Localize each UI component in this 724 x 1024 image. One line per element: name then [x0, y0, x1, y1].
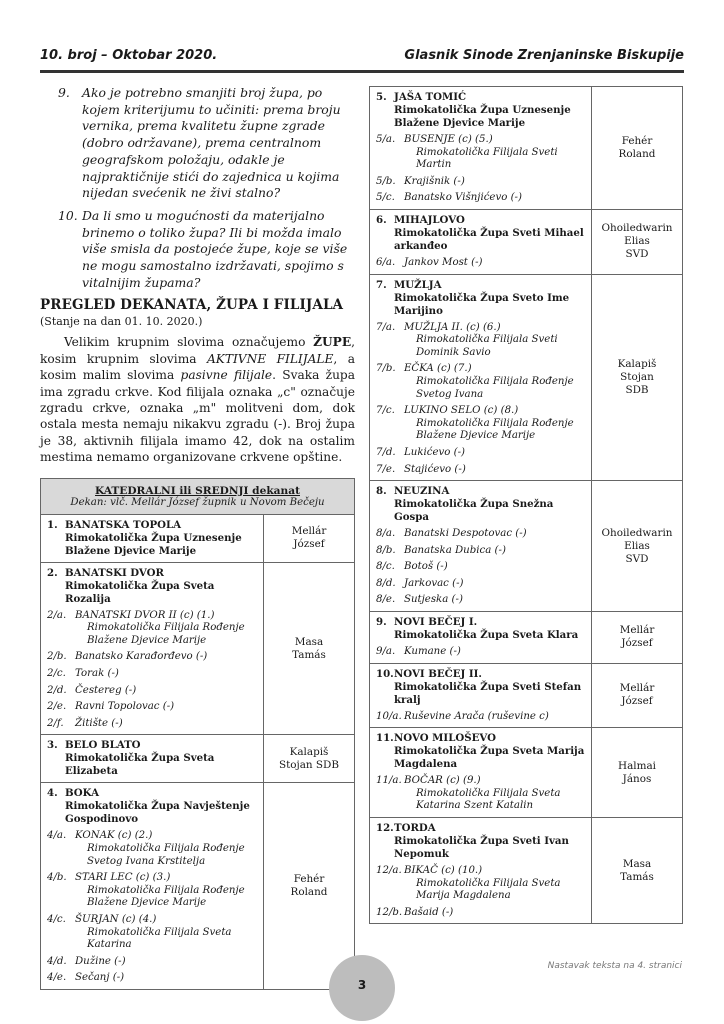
- filial-body: [404, 907, 585, 920]
- filial-body: [75, 830, 257, 868]
- filial-name: Banatsko Karađorđevo (-): [75, 651, 208, 663]
- filial-body: [75, 914, 257, 952]
- parish-row: [41, 562, 355, 735]
- parish-town: JAŠA TOMIĆ: [394, 91, 467, 103]
- filial-body: [404, 192, 585, 205]
- filial-name: Čestereg (-): [75, 684, 137, 696]
- parish-town: BELO BLATO: [65, 739, 141, 752]
- filial-code: 4/c.: [47, 914, 66, 925]
- filial-name: Stajićevo (-): [404, 463, 466, 475]
- filial-body: [75, 956, 257, 969]
- parish-number: 1.: [47, 518, 58, 531]
- filial-name: Botoš (-): [404, 561, 448, 573]
- filial-item: [376, 192, 585, 205]
- filial-name: Jarkovac (-): [404, 577, 464, 589]
- filial-body: [404, 464, 585, 477]
- filial-code: 8/c.: [376, 561, 395, 573]
- filial-name: EČKA (c) (7.): [404, 363, 472, 375]
- question-number: 10.: [58, 207, 78, 223]
- parish-cell: [370, 274, 592, 481]
- parish-row: [370, 663, 683, 728]
- parish-row: [370, 728, 683, 818]
- parish-town: BANATSKI DVOR: [65, 566, 164, 579]
- filial-item: [376, 134, 585, 172]
- deanery-header: [41, 478, 355, 514]
- filial-item: [376, 405, 585, 443]
- parish-cell: [370, 818, 592, 924]
- filial-name: ŠURJAN (c) (4.): [75, 914, 157, 925]
- deanery-title: KATEDRALNI ili SREDNJI dekanat: [95, 484, 300, 497]
- priest-name: Mellár József: [619, 682, 655, 708]
- issue-label: 10. broj – Oktobar 2020.: [40, 48, 218, 63]
- parish-name: [47, 739, 257, 752]
- filial-item: [376, 464, 585, 477]
- page-number-badge: [329, 955, 395, 1021]
- parish-number: 6.: [376, 213, 387, 226]
- filial-full-name: Rimokatolička Filijala Sveti Dominik Savio: [416, 334, 558, 358]
- parish-row: [370, 481, 683, 612]
- parish-row: [41, 783, 355, 990]
- parish-name: [47, 567, 257, 580]
- priest-cell: [592, 481, 683, 612]
- filial-code: 5/b.: [376, 175, 396, 187]
- parish-cell: [370, 87, 592, 210]
- parish-cell: [41, 514, 264, 562]
- parish-full-name: Rimokatolička Župa Sveti Stefan kralj: [394, 680, 582, 706]
- filial-body: [75, 685, 257, 698]
- filial-item: [376, 545, 585, 558]
- filial-item: [47, 718, 257, 731]
- filial-item: [47, 872, 257, 910]
- parish-number: 9.: [376, 616, 387, 629]
- parish-name: [47, 787, 257, 800]
- filial-item: [47, 701, 257, 714]
- parish-row: [41, 735, 355, 783]
- filial-body: [75, 701, 257, 714]
- deanery-table: [40, 478, 355, 990]
- filial-code: 12/a.: [376, 865, 402, 877]
- filial-code: 8/b.: [376, 544, 396, 556]
- parish-row: [370, 818, 683, 924]
- parish-cell: [41, 562, 264, 735]
- filial-body: [404, 775, 585, 813]
- parish-number: 12.: [376, 822, 394, 835]
- filial-item: [47, 972, 257, 985]
- parish-name: [376, 485, 585, 498]
- filial-item: [47, 668, 257, 681]
- filial-body: [404, 257, 585, 270]
- page-number: 3: [357, 978, 367, 992]
- filial-full-name: Rimokatolička Filijala Sveti Martin: [416, 146, 558, 171]
- filial-item: [376, 561, 585, 574]
- filial-name: STARI LEC (c) (3.): [75, 872, 171, 884]
- parish-town: NOVI BEČEJ I.: [394, 616, 478, 629]
- filial-item: [376, 711, 585, 724]
- parish-cell: [41, 735, 264, 783]
- filial-name: Žitište (-): [75, 717, 123, 729]
- parish-number: 4.: [47, 787, 58, 800]
- filial-body: [404, 561, 585, 574]
- question-number: 9.: [58, 85, 70, 100]
- filial-name: Dužine (-): [75, 955, 126, 967]
- filial-body: [404, 545, 585, 558]
- question-item: [40, 85, 355, 202]
- filial-body: [75, 718, 257, 731]
- filial-name: Sutjeska (-): [404, 594, 463, 606]
- filial-code: 9/a.: [376, 646, 396, 658]
- publication-title: Glasnik Sinode Zrenjaninske Biskupije: [404, 48, 684, 63]
- parish-full-name: Rimokatolička Župa Navještenje Gospodinovo: [65, 800, 250, 826]
- question-text: Da li smo u mogućnosti da materijalno brinemo o toliko župa? Ili bi možda imalo više smisla da postojeće župe, koje se više ne mogu samostalno izdržavati, spojimo s vitalnijim župama?: [82, 207, 348, 290]
- parish-town: MIHAJLOVO: [394, 213, 465, 226]
- priest-cell: [592, 728, 683, 818]
- filial-body: [404, 646, 585, 659]
- filial-item: [376, 775, 585, 813]
- parish-name: [376, 668, 585, 681]
- filial-item: [376, 646, 585, 659]
- filial-name: Banatska Dubica (-): [404, 544, 506, 556]
- filial-body: [404, 447, 585, 460]
- priest-cell: [592, 209, 683, 274]
- filial-code: 8/a.: [376, 528, 396, 540]
- filial-code: 2/b.: [47, 651, 67, 663]
- filial-name: Sečanj (-): [75, 972, 125, 984]
- filial-item: [376, 176, 585, 189]
- parish-row: [370, 274, 683, 481]
- filial-code: 6/a.: [376, 256, 396, 268]
- parish-town: BOKA: [65, 787, 100, 800]
- filial-name: Ravni Topolovac (-): [75, 701, 175, 713]
- filial-name: BIKAČ (c) (10.): [404, 865, 483, 877]
- filial-code: 2/c.: [47, 668, 66, 680]
- filial-code: 2/a.: [47, 609, 67, 621]
- parish-town: NOVO MILOŠEVO: [394, 732, 496, 745]
- left-column: [40, 85, 355, 990]
- priest-name: Masa Tamás: [620, 857, 654, 883]
- parish-full-name: Rimokatolička Župa Uznesenje Blažene Djevice Marije: [65, 531, 242, 557]
- filial-code: 7/d.: [376, 446, 396, 458]
- parish-row: [370, 209, 683, 274]
- question-list: [40, 85, 355, 291]
- priest-name: Masa Tamás: [292, 635, 326, 661]
- filial-code: 7/c.: [376, 405, 395, 417]
- filial-code: 11/a.: [376, 775, 402, 787]
- filial-code: 8/d.: [376, 577, 396, 589]
- right-column: [369, 86, 683, 924]
- filial-full-name: Rimokatolička Filijala Sveta Katarina: [87, 926, 232, 951]
- priest-name: Mellár József: [619, 624, 655, 650]
- filial-name: LUKINO SELO (c) (8.): [404, 405, 519, 417]
- filial-full-name: Rimokatolička Filijala Rođenje Blažene Djevice Marije: [416, 417, 574, 442]
- filial-body: [75, 668, 257, 681]
- filial-code: 4/d.: [47, 955, 67, 967]
- intro-paragraph: Velikim krupnim slovima označujemo ŽUPE, kosim krupnim slovima AKTIVNE FILIJALE, a kosim malim slovima pasivne filijale. Svaka župa ima zgradu crkve. Kod filijala oznaka „c" označuje zgradu crkve, oznaka „m" molitveni dom, dok ostala mesta nemaju nikakvu zgradu (-). Broj župa je 38, aktivnih filijala imamo 42, dok na ostalim mestima nemamo organizovane crkvene opštine.: [40, 335, 355, 465]
- filial-name: Torak (-): [75, 668, 119, 680]
- filial-code: 7/a.: [376, 321, 396, 333]
- filial-body: [404, 528, 585, 541]
- parish-name: [376, 279, 585, 292]
- section-subtitle: (Stanje na dan 01. 10. 2020.): [40, 315, 203, 329]
- filial-item: [376, 322, 585, 360]
- filial-name: Jankov Most (-): [404, 256, 483, 268]
- question-text: Ako je potrebno smanjiti broj župa, po kojem kriterijumu to učiniti: prema broju vernika, prema kvalitetu župne zgrade (dobro održavane), prema centralnom geografskom položaju, odakle je najpraktičnije stići do zajednica u kojima nijedan svećenik ne živi stalno?: [82, 85, 341, 201]
- filial-code: 5/c.: [376, 192, 395, 204]
- parish-full-name: Rimokatolička Župa Sveta Klara: [394, 629, 579, 642]
- parish-cell: [370, 209, 592, 274]
- parish-number: 3.: [47, 739, 58, 752]
- filial-item: [376, 528, 585, 541]
- deanery-dean: Dekan: vlč. Mellár József župnik u Novom Bečeju: [70, 496, 325, 508]
- priest-cell: [592, 612, 683, 664]
- parish-town: TORDA: [394, 822, 436, 835]
- priest-name: Mellár József: [291, 525, 327, 551]
- filial-body: [404, 134, 585, 172]
- priest-name: Ohoiledwarin Elias SVD: [601, 526, 673, 565]
- parish-full-name: Rimokatolička Župa Snežna Gospa: [394, 498, 554, 524]
- parish-cell: [370, 612, 592, 664]
- parish-full-name: Rimokatolička Župa Sveti Ivan Nepomuk: [394, 835, 569, 861]
- filial-code: 7/e.: [376, 463, 396, 475]
- filial-body: [404, 322, 585, 360]
- parish-row: [41, 514, 355, 562]
- parish-cell: [370, 728, 592, 818]
- parish-name: [376, 214, 585, 227]
- parish-cell: [370, 481, 592, 612]
- filial-code: 2/d.: [47, 684, 67, 696]
- continuation-note: Nastavak teksta na 4. stranici: [547, 961, 682, 971]
- filial-item: [376, 363, 585, 401]
- filial-item: [376, 257, 585, 270]
- parish-number: 8.: [376, 485, 387, 498]
- filial-item: [47, 685, 257, 698]
- priest-cell: [264, 514, 355, 562]
- filial-code: 5/a.: [376, 134, 396, 145]
- filial-item: [47, 830, 257, 868]
- filial-body: [404, 865, 585, 903]
- filial-name: MUŽLJA II. (c) (6.): [404, 321, 501, 333]
- parish-cell: [41, 783, 264, 990]
- filial-name: Banatsko Višnjićevo (-): [404, 192, 522, 204]
- parish-full-name: Rimokatolička Župa Sveti Mihael arkanđeo: [394, 226, 584, 252]
- parish-number: 2.: [47, 566, 58, 579]
- priest-name: Kalapiš Stojan SDB: [617, 357, 657, 396]
- filial-body: [404, 711, 585, 724]
- parish-number: 7.: [376, 278, 387, 291]
- filial-name: Bašaid (-): [404, 906, 454, 918]
- filial-name: Ruševine Arača (ruševine c): [404, 710, 549, 722]
- parish-full-name: Rimokatolička Župa Sveta Marija Magdalena: [394, 745, 585, 771]
- priest-cell: [592, 274, 683, 481]
- parish-row: [370, 612, 683, 664]
- parish-row: [370, 87, 683, 210]
- parish-full-name: Rimokatolička Župa Sveta Rozalija: [65, 579, 215, 605]
- filial-item: [47, 610, 257, 648]
- filial-code: 2/f.: [47, 717, 64, 729]
- filial-full-name: Rimokatolička Filijala Rođenje Svetog Ivana: [416, 375, 574, 400]
- filial-code: 2/e.: [47, 701, 67, 713]
- filial-item: [47, 651, 257, 664]
- page-header: [40, 40, 684, 73]
- filial-item: [376, 865, 585, 903]
- filial-name: BANATSKI DVOR II (c) (1.): [75, 609, 215, 621]
- parish-number: 5.: [376, 91, 387, 103]
- filial-body: [404, 594, 585, 607]
- filial-code: 4/b.: [47, 872, 67, 884]
- filial-code: 8/e.: [376, 594, 396, 606]
- parish-town: NEUZINA: [394, 485, 450, 498]
- question-item: [40, 208, 355, 292]
- parish-name: [47, 519, 257, 532]
- priest-cell: [264, 783, 355, 990]
- filial-name: BOČAR (c) (9.): [404, 775, 481, 787]
- filial-item: [47, 914, 257, 952]
- filial-full-name: Rimokatolička Filijala Sveta Katarina Szent Katalin: [416, 787, 561, 812]
- filial-full-name: Rimokatolička Filijala Sveta Marija Magdalena: [416, 877, 561, 902]
- filial-code: 12/b.: [376, 906, 403, 918]
- priest-cell: [592, 818, 683, 924]
- filial-name: KONAK (c) (2.): [75, 830, 153, 842]
- filial-name: Lukićevo (-): [404, 446, 466, 458]
- filial-body: [404, 405, 585, 443]
- parish-town: NOVI BEČEJ II.: [394, 667, 482, 680]
- parish-full-name: Rimokatolička Župa Sveta Elizabeta: [65, 752, 215, 778]
- filial-item: [376, 594, 585, 607]
- parish-name: [376, 616, 585, 629]
- filial-item: [376, 907, 585, 920]
- priest-name: Ohoiledwarin Elias SVD: [601, 222, 673, 261]
- filial-name: Krajišnik (-): [404, 175, 465, 187]
- priest-name: Kalapiš Stojan SDB: [278, 745, 340, 771]
- filial-item: [376, 447, 585, 460]
- filial-code: 4/e.: [47, 972, 67, 984]
- parish-full-name: Rimokatolička Župa Sveto Ime Marijino: [394, 291, 570, 317]
- filial-body: [404, 176, 585, 189]
- section-title: PREGLED DEKANATA, ŽUPA I FILIJALA: [40, 297, 344, 314]
- filial-name: BUSENJE (c) (5.): [404, 134, 493, 145]
- parish-name: [376, 91, 585, 104]
- parish-number: 10.: [376, 667, 394, 680]
- filial-code: 4/a.: [47, 830, 67, 842]
- priest-cell: [592, 87, 683, 210]
- filial-item: [376, 578, 585, 591]
- parish-name: [376, 822, 585, 835]
- parish-town: MUŽLJA: [394, 278, 442, 291]
- filial-code: 7/b.: [376, 363, 396, 375]
- filial-body: [404, 578, 585, 591]
- priest-name: Fehér Roland: [290, 873, 328, 899]
- filial-name: Kumane (-): [404, 646, 461, 658]
- filial-body: [75, 610, 257, 648]
- parish-name: [376, 732, 585, 745]
- filial-body: [404, 363, 585, 401]
- filial-body: [75, 972, 257, 985]
- priest-cell: [264, 735, 355, 783]
- parish-table: [369, 86, 683, 924]
- filial-full-name: Rimokatolička Filijala Rođenje Svetog Ivana Krstitelja: [87, 843, 245, 867]
- filial-full-name: Rimokatolička Filijala Rođenje Blažene Djevice Marije: [87, 622, 245, 646]
- parish-full-name: Rimokatolička Župa Uznesenje Blažene Djevice Marije: [394, 104, 571, 129]
- filial-item: [47, 956, 257, 969]
- filial-body: [75, 872, 257, 910]
- priest-name: Halmai János: [618, 759, 656, 785]
- filial-full-name: Rimokatolička Filijala Rođenje Blažene Djevice Marije: [87, 884, 245, 909]
- parish-town: BANATSKA TOPOLA: [65, 518, 182, 531]
- priest-name: Fehér Roland: [618, 134, 656, 160]
- priest-cell: [264, 562, 355, 735]
- filial-code: 10/a.: [376, 710, 402, 722]
- filial-name: Banatski Despotovac (-): [404, 528, 527, 540]
- filial-body: [75, 651, 257, 664]
- priest-cell: [592, 663, 683, 728]
- parish-cell: [370, 663, 592, 728]
- parish-number: 11.: [376, 732, 394, 745]
